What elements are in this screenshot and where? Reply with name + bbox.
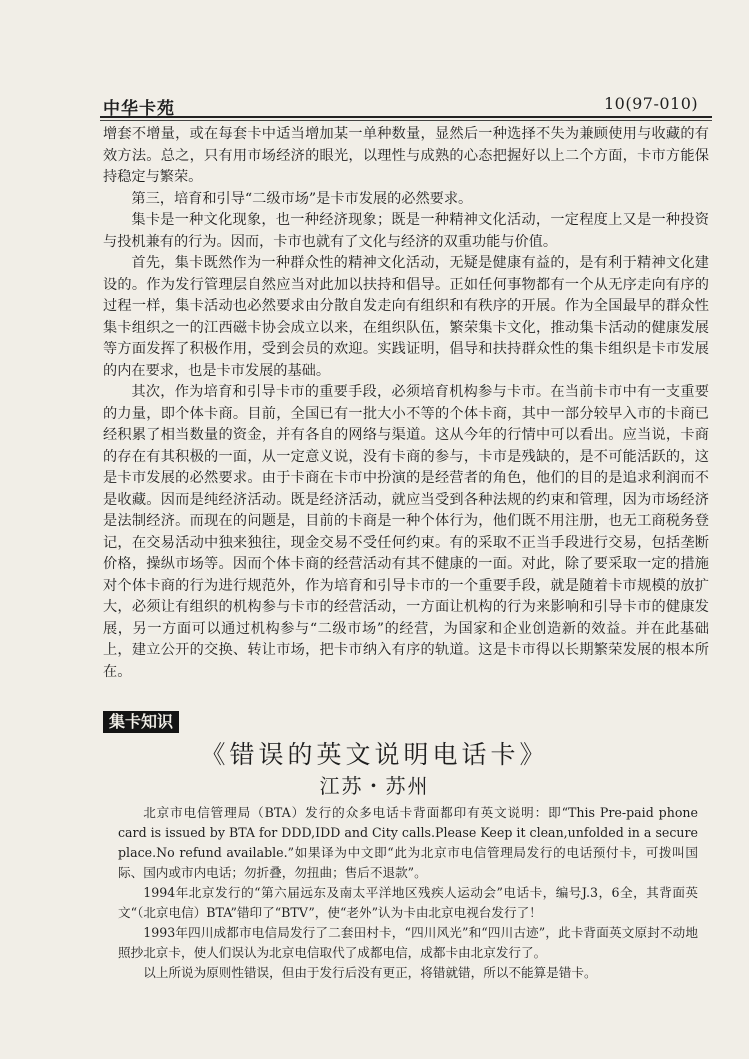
article-paragraph: 增套不增量，或在每套卡中适当增加某一单种数量，显然后一种选择不失为兼顾使用与收藏的有效方法。总之，只有用市场经济的眼光，以理性与成熟的心态把握好以上二个方面，卡市方能保持稳定与繁荣。 [103,126,709,185]
story-byline: 江苏・苏州 [319,774,430,798]
header-rule-thin [100,120,712,121]
story-body [118,803,698,983]
section-tag: 集卡知识 [103,711,179,733]
story-paragraph: 北京市电信管理局（BTA）发行的众多电话卡背面都印有英文说明：即“This Pre-paid phone card is issued by BTA for DDD,IDD and City calls.Please Keep it clean,unfolded in a secure place.No refund available.”如果译为中文即“此为北京市电信管理局发行的电话预付卡，可拨叫国际、国内或市内电话；勿折叠，勿扭曲；售后不退款”。 [118,805,698,880]
header-rule [100,116,712,118]
article-paragraph: 首先，集卡既然作为一种群众性的精神文化活动，无疑是健康有益的，是有利于精神文化建设的。作为发行管理层自然应当对此加以扶持和倡导。正如任何事物都有一个从无序走向有序的过程一样，集卡活动也必然要求由分散自发走向有组织和有秩序的开展。作为全国最早的群众性集卡组织之一的江西磁卡协会成立以来，在组织队伍，繁荣集卡文化，推动集卡活动的健康发展等方面发挥了积极作用，受到会员的欢迎。实践证明，倡导和扶持群众性的集卡组织是卡市发展的内在要求，也是卡市发展的基础。 [103,255,709,379]
article-paragraph: 第三，培育和引导“二级市场”是卡市发展的必然要求。 [131,190,473,207]
story-title: 《错误的英文说明电话卡》 [200,740,549,769]
story-paragraph: 1994年北京发行的“第六届远东及南太平洋地区残疾人运动会”电话卡，编号J.3，6全，其背面英文“（北京电信）BTA”错印了“BTV”，使“老外”认为卡由北京电视台发行了！ [118,885,698,920]
article-paragraph: 其次，作为培育和引导卡市的重要手段，必须培育机构参与卡市。在当前卡市中有一支重要的力量，即个体卡商。目前，全国已有一批大小不等的个体卡商，其中一部分较早入市的卡商已经积累了相当数量的资金，并有各自的网络与渠道。这从今年的行情中可以看出。应当说，卡商的存在有其积极的一面，从一定意义说，没有卡商的参与，卡市是残缺的，是不可能活跃的，这是卡市发展的必然要求。由于卡商在卡市中扮演的是经营者的角色，他们的目的是追求利润而不是收藏。因而是纯经济活动。既是经济活动，就应当受到各种法规的约束和管理，因为市场经济是法制经济。而现在的问题是，目前的卡商是一种个体行为，他们既不用注册，也无工商税务登记，在交易活动中独来独往，现金交易不受任何约束。有的采取不正当手段进行交易，包括垄断价格，操纵市场等。因而个体卡商的经营活动有其不健康的一面。对此，除了要采取一定的措施对个体卡商的行为进行规范外，作为培育和引导卡市的一个重要手段，就是随着卡市规模的放扩大，必须让有组织的机构参与卡市的经营活动，一方面让机构的行为来影响和引导卡市的健康发展，另一方面可以通过机构参与“二级市场”的经营，为国家和企业创造新的效益。并在此基础上，建立公开的交换、转让市场，把卡市纳入有序的轨道。这是卡市得以长期繁荣发展的根本所在。 [103,384,709,680]
article-paragraph: 集卡是一种文化现象，也一种经济现象；既是一种精神文化活动，一定程度上又是一种投资与投机兼有的行为。因而，卡市也就有了文化与经济的双重功能与价值。 [103,212,709,250]
issue-number: 10(97-010) [604,94,699,113]
story-paragraph: 1993年四川成都市电信局发行了二套田村卡，“四川风光”和“四川古迹”，此卡背面英文原封不动地照抄北京卡，使人们误认为北京电信取代了成都电信，成都卡由北京发行了。 [118,925,698,960]
article-body [103,124,709,683]
story-paragraph: 以上所说为原则性错误，但由于发行后没有更正，将错就错，所以不能算是错卡。 [143,965,597,980]
magazine-name: 中华卡苑 [103,99,175,119]
